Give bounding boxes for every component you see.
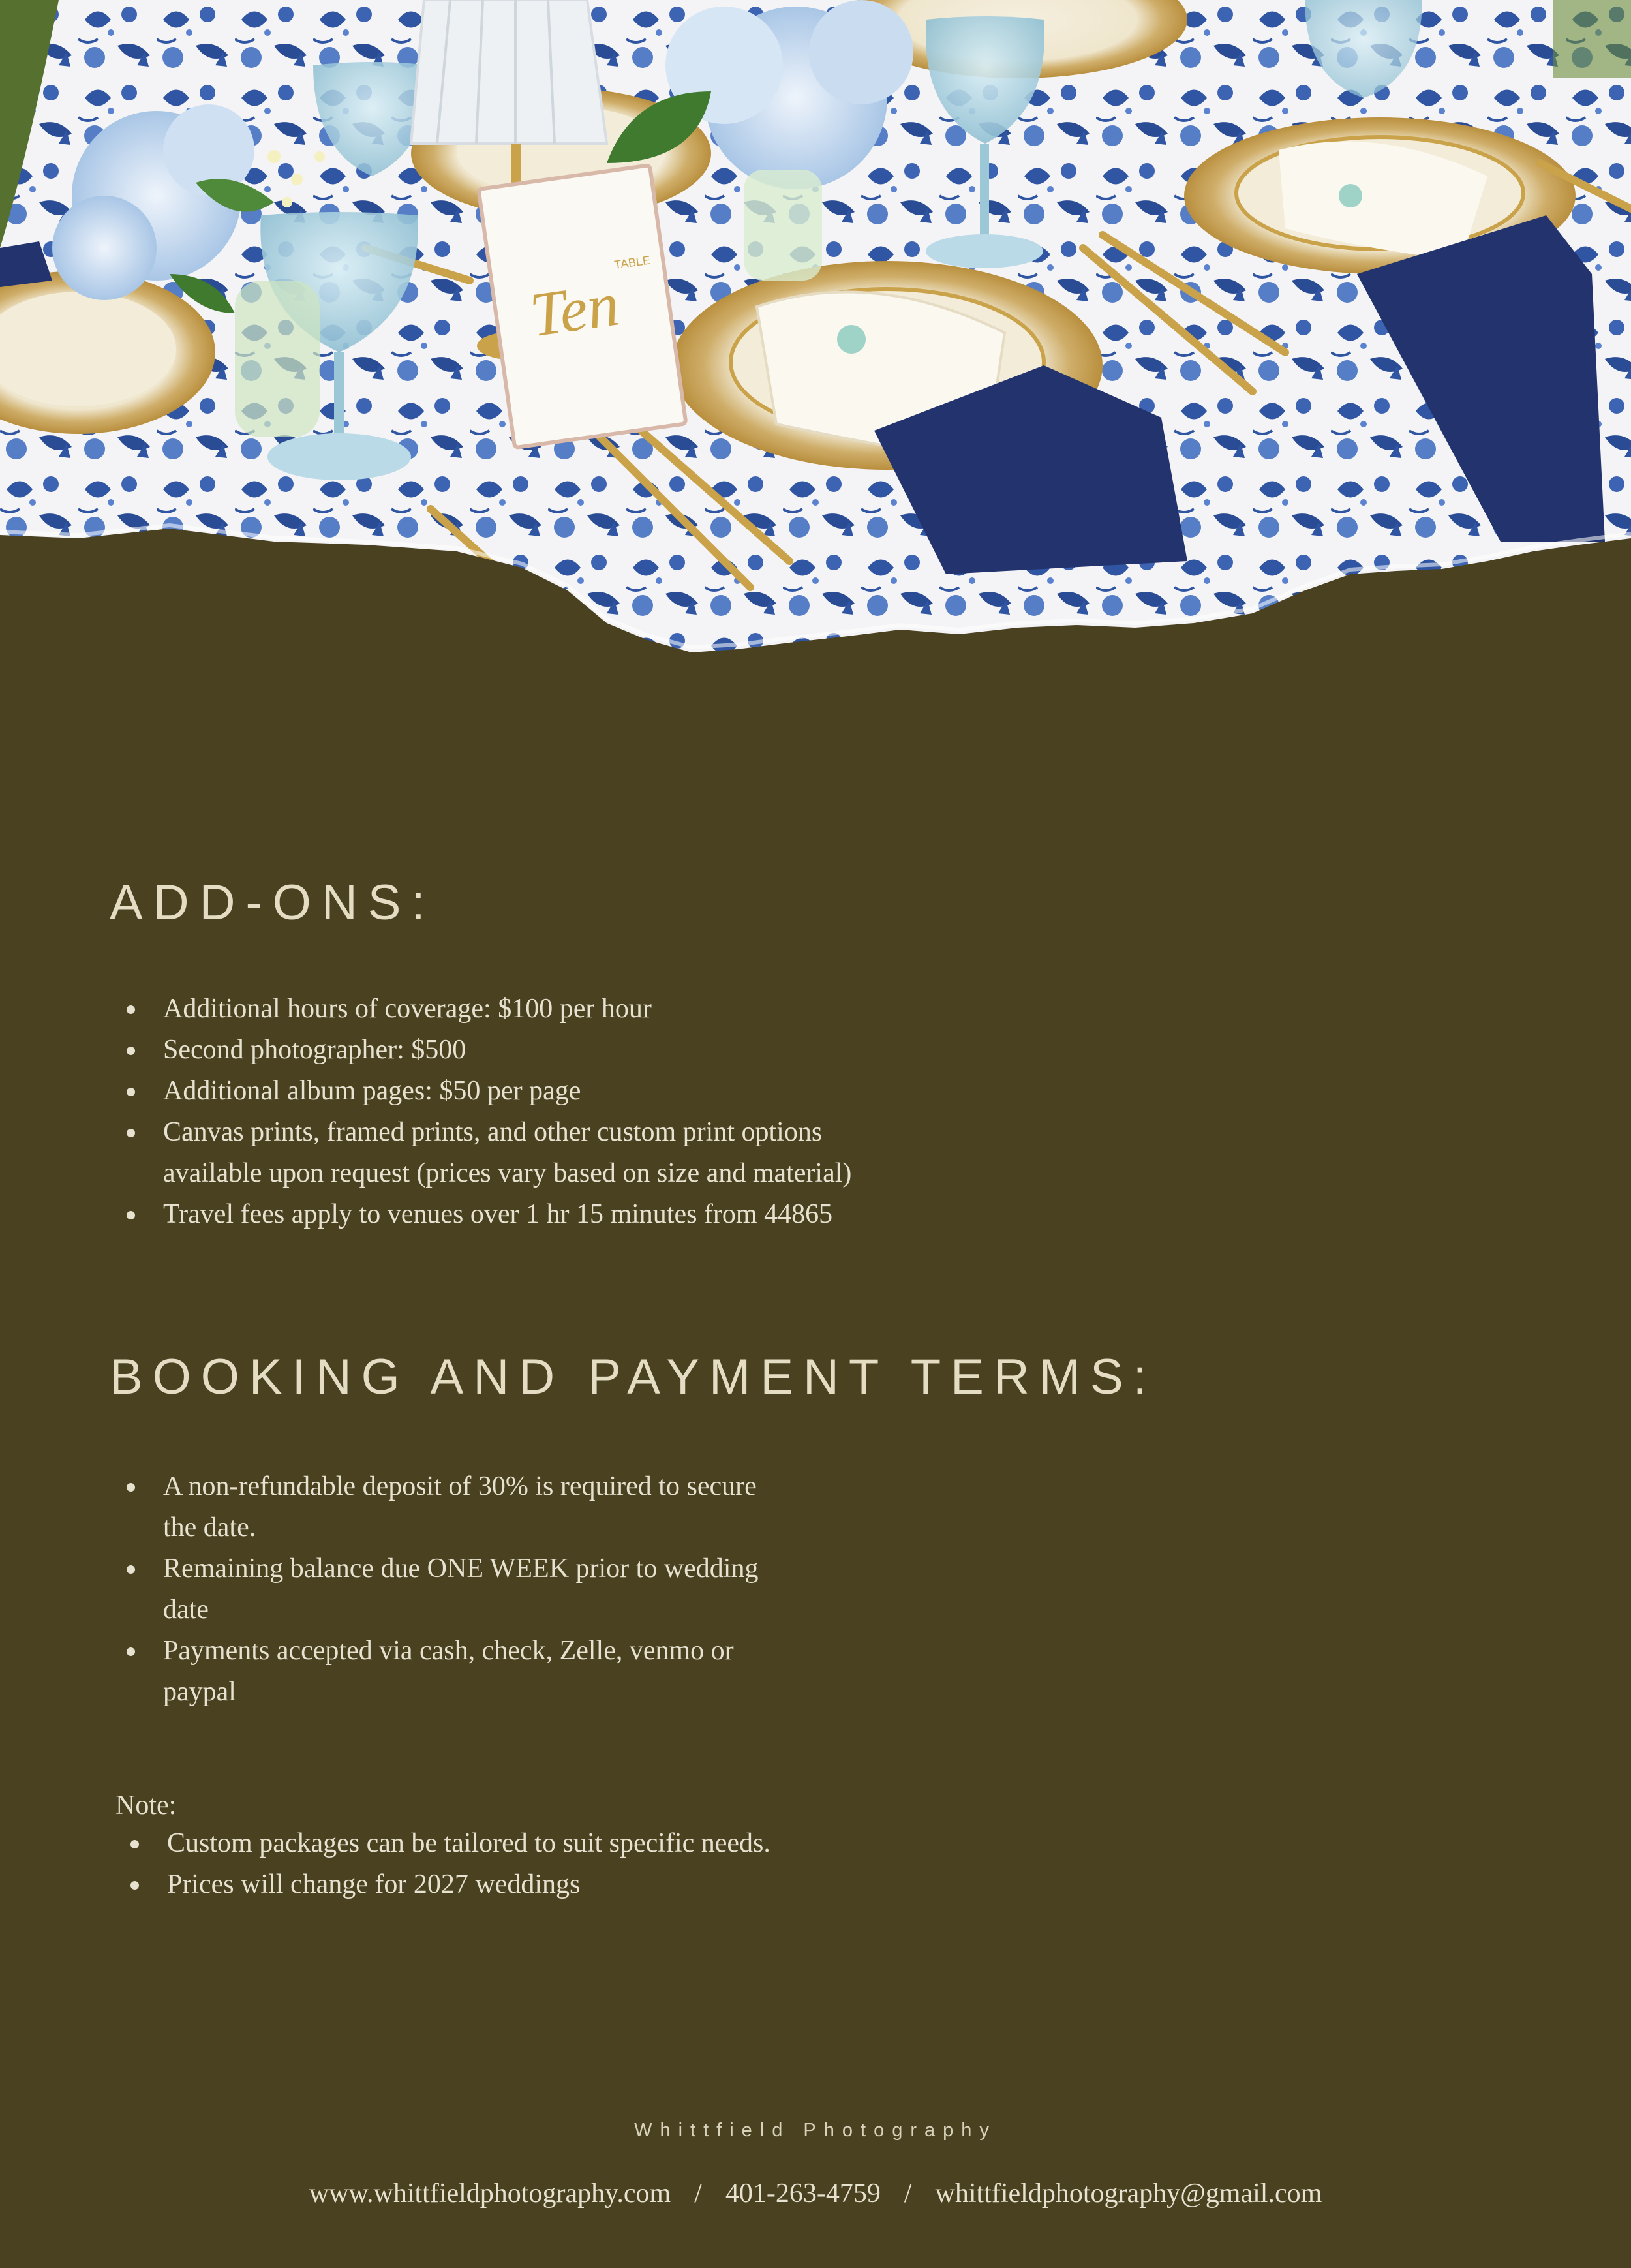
list-item: Prices will change for 2027 weddings (114, 1864, 962, 1905)
list-item: Payments accepted via cash, check, Zelle, venmo or paypal (110, 1631, 762, 1713)
addons-heading: ADD-ONS: (110, 875, 436, 930)
list-item: Canvas prints, framed prints, and other custom print options available upon request (prices vary based on size and material) (110, 1112, 853, 1194)
phone-link[interactable]: 401-263-4759 (725, 2179, 881, 2209)
svg-text:TABLE: TABLE (613, 253, 652, 272)
separator: / (904, 2179, 912, 2209)
list-item: Travel fees apply to venues over 1 hr 15 minutes from 44865 (110, 1194, 853, 1235)
list-item: Additional hours of coverage: $100 per hour (110, 988, 853, 1030)
email-link[interactable]: whittfieldphotography@gmail.com (935, 2179, 1322, 2209)
contact-line (0, 2178, 1631, 2209)
note-list (114, 1823, 962, 1905)
hero-photo (0, 0, 1631, 659)
note-label: Note: (115, 1790, 177, 1820)
list-item: Additional album pages: $50 per page (110, 1071, 853, 1112)
list-item: A non-refundable deposit of 30% is required to secure the date. (110, 1466, 762, 1548)
list-item: Second photographer: $500 (110, 1030, 853, 1071)
booking-heading: BOOKING AND PAYMENT TERMS: (110, 1349, 1157, 1405)
booking-list (110, 1466, 762, 1713)
addons-list (110, 988, 853, 1235)
separator: / (694, 2179, 702, 2209)
website-link[interactable]: www.whittfieldphotography.com (309, 2179, 671, 2209)
table-number-card (478, 165, 686, 448)
svg-text:Ten: Ten (526, 268, 623, 350)
list-item: Custom packages can be tailored to suit specific needs. (114, 1823, 962, 1864)
brand-name: Whittfield Photography (634, 2120, 997, 2141)
list-item: Remaining balance due ONE WEEK prior to wedding date (110, 1548, 762, 1631)
